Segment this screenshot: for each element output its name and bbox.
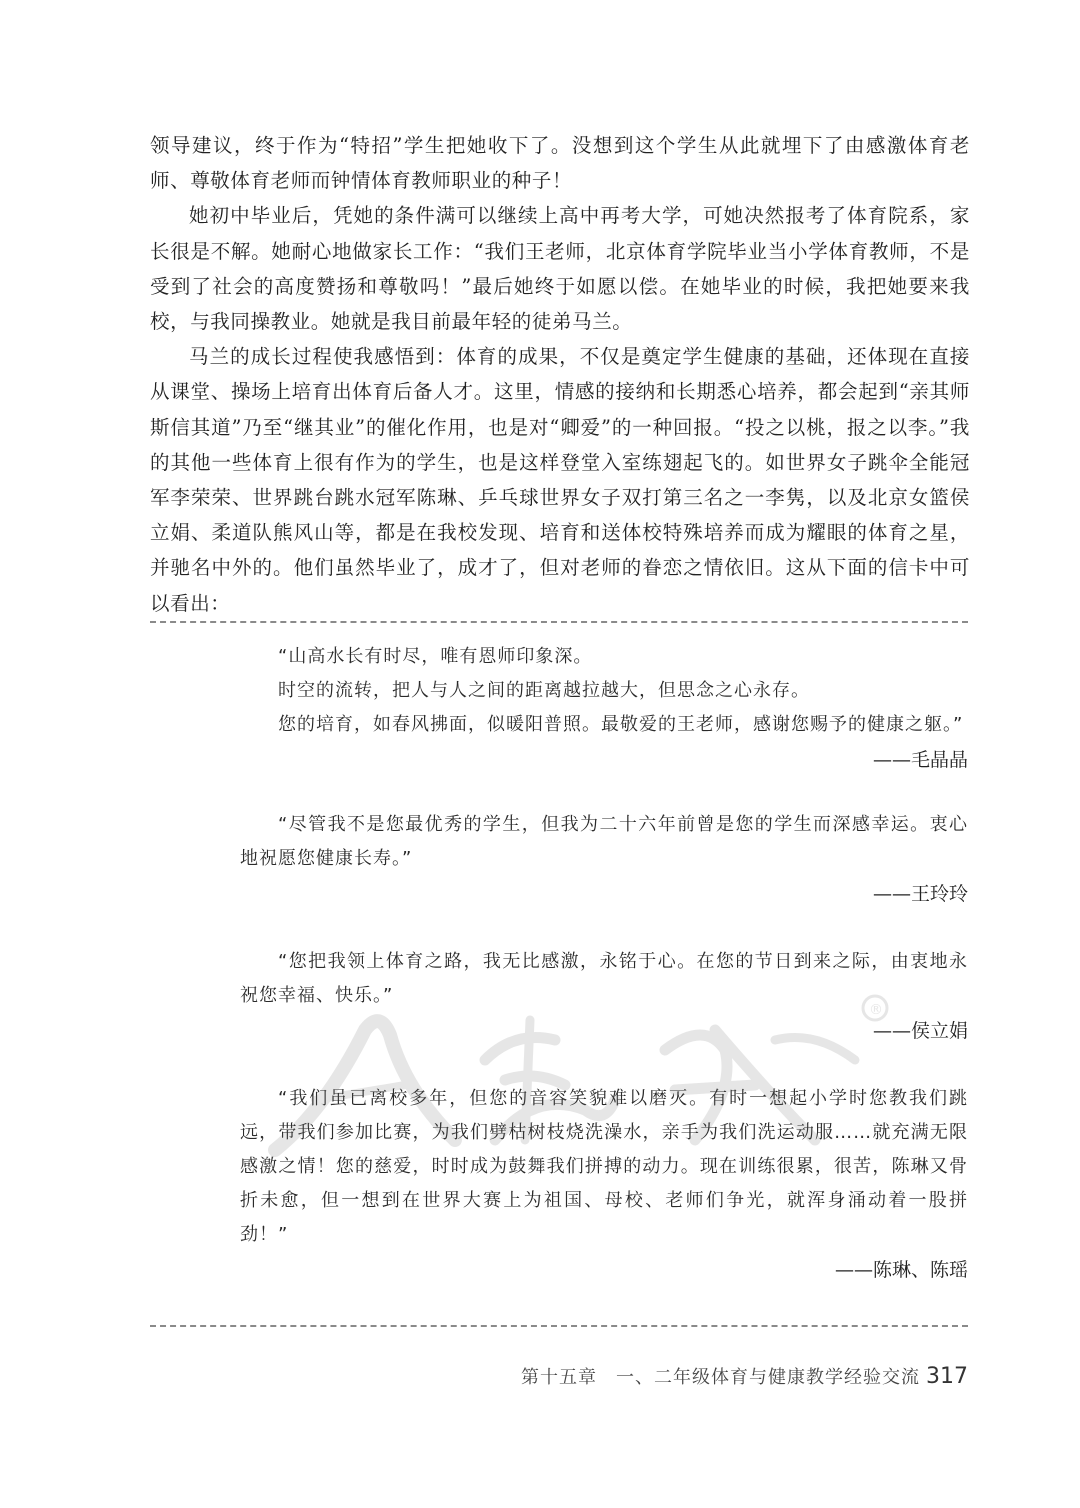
letter-line: “您把我领上体育之路，我无比感激，永铭于心。在您的节日到来之际，由衷地永祝您幸福、快乐。” <box>240 951 968 1006</box>
letter-line: “我们虽已离校多年，但您的音容笑貌难以磨灭。有时一想起小学时您教我们跳远，带我们参加比赛，为我们劈枯树枝烧洗澡水，亲手为我们洗运动服……就充满无限感激之情！您的慈爱，时时成为鼓舞我们拼搏的动力。现在训练很累，很苦，陈琳又骨折未愈，但一想到在世界大赛上为祖国、母校、老师们争光，就浑身涌动着一股拼劲！” <box>240 1088 968 1245</box>
letter-signature: ——毛晶晶 <box>872 749 968 771</box>
letter-line: 您的培育，如春风拂面，似暖阳普照。最敬爱的王老师，感谢您赐予的健康之躯。” <box>278 714 964 735</box>
letter-line: 时空的流转，把人与人之间的距离越拉越大，但思念之心永存。 <box>278 680 810 701</box>
letters-section <box>240 640 968 1288</box>
letter-card-1 <box>240 640 968 778</box>
letter-card-3 <box>240 945 968 1049</box>
top-dashed-divider <box>150 621 968 623</box>
page-footer <box>521 1363 968 1389</box>
letter-line: “尽管我不是您最优秀的学生，但我为二十六年前曾是您的学生而深感幸运。衷心地祝愿您健康长寿。” <box>240 814 968 869</box>
letter-signature: ——侯立娟 <box>872 1020 968 1042</box>
letter-text <box>240 945 968 1013</box>
letter-text <box>240 1082 968 1252</box>
paragraph-3: 马兰的成长过程使我感悟到：体育的成果，不仅是奠定学生健康的基础，还体现在直接从课堂、操场上培育出体育后备人才。这里，情感的接纳和长期悉心培养，都会起到“亲其师斯信其道”乃至“继其业”的催化作用，也是对“卿爱”的一种回报。“投之以桃，报之以李。”我的其他一些体育上很有作为的学生，也是这样登堂入室练翅起飞的。如世界女子跳伞全能冠军李荣荣、世界跳台跳水冠军陈琳、乒乓球世界女子双打第三名之一李隽，以及北京女篮侯立娟、柔道队熊风山等，都是在我校发现、培育和送体校特殊培养而成为耀眼的体育之星，并驰名中外的。他们虽然毕业了，成才了，但对老师的眷恋之情依旧。这从下面的信卡中可以看出： <box>150 345 970 615</box>
bottom-dashed-divider <box>150 1325 968 1327</box>
letter-text <box>240 640 968 742</box>
letter-card-2 <box>240 808 968 912</box>
chapter-title: 第十五章 一、二年级体育与健康教学经验交流 <box>521 1367 920 1388</box>
letter-text <box>240 808 968 876</box>
body-text <box>150 128 970 621</box>
registered-mark: ® <box>869 1002 883 1018</box>
paragraph-2: 她初中毕业后，凭她的条件满可以继续上高中再考大学，可她决然报考了体育院系，家长很是不解。她耐心地做家长工作：“我们王老师，北京体育学院毕业当小学体育教师，不是受到了社会的高度赞扬和尊敬吗！”最后她终于如愿以偿。在她毕业的时候，我把她要来我校，与我同操教业。她就是我目前最年轻的徒弟马兰。 <box>150 204 970 334</box>
page-number: 317 <box>926 1364 968 1389</box>
letter-card-4 <box>240 1082 968 1288</box>
letter-signature: ——陈琳、陈瑶 <box>834 1259 968 1281</box>
letter-signature: ——王玲玲 <box>872 883 968 905</box>
paragraph-1: 领导建议，终于作为“特招”学生把她收下了。没想到这个学生从此就埋下了由感激体育老师、尊敬体育老师而钟情体育教师职业的种子！ <box>150 134 970 193</box>
letter-line: “山高水长有时尽，唯有恩师印象深。 <box>278 646 593 667</box>
